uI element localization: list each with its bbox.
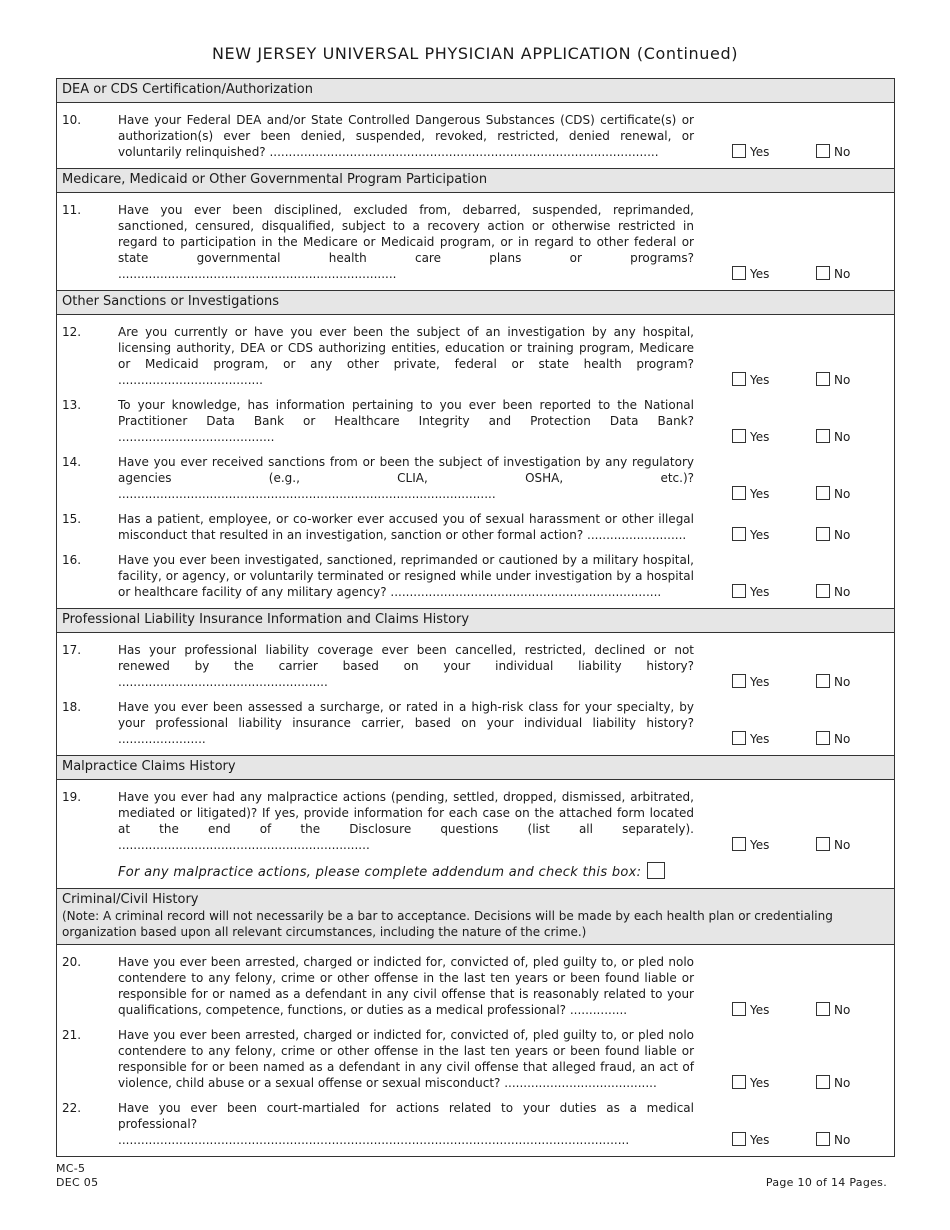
malpractice-addendum [118, 862, 894, 882]
yes-label: Yes [750, 528, 770, 542]
no-label: No [834, 838, 851, 852]
question-13 [57, 397, 894, 445]
no-option[interactable] [816, 144, 850, 160]
yes-checkbox[interactable] [732, 1075, 746, 1089]
yes-checkbox[interactable] [732, 486, 746, 500]
no-checkbox[interactable] [816, 731, 830, 745]
yes-label: Yes [750, 1076, 770, 1090]
question-text: Have you ever been assessed a surcharge, or rated in a high-risk class for your specialty, by your professional liability insurance carrier, based on your individual liability history? ....................... [118, 700, 694, 746]
question-text: Are you currently or have you ever been the subject of an investigation by any hospital, licensing authority, DEA or CDS authorizing entities, education or training program, Medicare or Medicaid program, or any other private, federal or state health program? ...................................... [118, 325, 694, 387]
yes-label: Yes [750, 675, 770, 689]
no-checkbox[interactable] [816, 584, 830, 598]
section-heading-text: Professional Liability Insurance Information and Claims History [62, 612, 470, 627]
yes-checkbox[interactable] [732, 837, 746, 851]
yes-option[interactable] [732, 372, 769, 388]
yes-option[interactable] [732, 674, 769, 690]
section-heading-malpractice [57, 756, 894, 780]
question-12 [57, 324, 894, 388]
no-label: No [834, 1076, 851, 1090]
form-id: MC-5 [56, 1162, 86, 1175]
section-heading-criminal [57, 889, 894, 945]
no-option[interactable] [816, 731, 850, 747]
yes-checkbox[interactable] [732, 731, 746, 745]
no-option[interactable] [816, 429, 850, 445]
question-15 [57, 511, 894, 543]
no-label: No [834, 585, 851, 599]
yes-option[interactable] [732, 1132, 769, 1148]
section-sanctions [57, 315, 894, 609]
form-code [56, 1162, 98, 1190]
disclosure-form [56, 78, 895, 1157]
yes-option[interactable] [732, 527, 769, 543]
yes-label: Yes [750, 373, 770, 387]
no-label: No [834, 430, 851, 444]
question-text: Have you ever been arrested, charged or indicted for, convicted of, pled guilty to, or pled nolo contendere to any felony, crime or other offense in the last ten years or been found liable or responsible for or named as a defendant in any civil offense that is reasonably related to your qualifications, competence, functions, or duties as a medical professional? ............... [118, 955, 694, 1017]
yes-checkbox[interactable] [732, 144, 746, 158]
no-checkbox[interactable] [816, 372, 830, 386]
section-heading-dea [57, 79, 894, 103]
question-text: Has a patient, employee, or co-worker ever accused you of sexual harassment or other illegal misconduct that resulted in an investigation, sanction or other formal action? .......................... [118, 512, 694, 542]
question-16 [57, 552, 894, 600]
addendum-checkbox[interactable] [647, 862, 665, 879]
question-text: Have you ever been investigated, sanctioned, reprimanded or cautioned by a military hospital, facility, or agency, or voluntarily terminated or resigned while under investigation by a hospital or healthcare facility of any military agency? ....................................................................... [118, 553, 694, 599]
no-option[interactable] [816, 837, 850, 853]
no-label: No [834, 145, 851, 159]
no-checkbox[interactable] [816, 1132, 830, 1146]
question-22 [57, 1100, 894, 1148]
no-option[interactable] [816, 674, 850, 690]
yes-option[interactable] [732, 429, 769, 445]
question-20 [57, 954, 894, 1018]
question-number: 17. [62, 643, 82, 657]
answer-options [732, 527, 894, 543]
section-heading-liability [57, 609, 894, 633]
no-label: No [834, 373, 851, 387]
question-text: Have you ever been disciplined, excluded from, debarred, suspended, reprimanded, sanctioned, censured, disqualified, subject to a recovery action or otherwise restricted in regard to participation in the Medicare or Medicaid program, or in regard to other federal or state governmental health care plans or programs? ......................................................................... [118, 203, 694, 281]
page-title: NEW JERSEY UNIVERSAL PHYSICIAN APPLICATION (Continued) [211, 44, 739, 63]
section-criminal [57, 945, 894, 1156]
answer-options [732, 674, 894, 690]
no-checkbox[interactable] [816, 144, 830, 158]
question-18 [57, 699, 894, 747]
yes-checkbox[interactable] [732, 1002, 746, 1016]
section-liability [57, 633, 894, 756]
question-text: Have you ever been arrested, charged or indicted for, convicted of, pled guilty to, or pled nolo contendere to any felony, crime or other offense in the last ten years or been found liable or responsible for or been named as a defendant in any civil offense that alleged fraud, an act of violence, child abuse or a sexual offense or sexual misconduct? ........................................ [118, 1028, 694, 1090]
yes-checkbox[interactable] [732, 372, 746, 386]
no-option[interactable] [816, 486, 850, 502]
yes-checkbox[interactable] [732, 266, 746, 280]
yes-option[interactable] [732, 837, 769, 853]
yes-option[interactable] [732, 731, 769, 747]
no-option[interactable] [816, 1132, 850, 1148]
section-heading-text: Criminal/Civil History [62, 892, 199, 907]
question-21 [57, 1027, 894, 1091]
question-text: Have you ever had any malpractice actions (pending, settled, dropped, dismissed, arbitrated, mediated or litigated)? If yes, provide information for each case on the attached form located at the end of the Disclosure questions (list all separately). .................................................................. [118, 790, 694, 852]
question-text: To your knowledge, has information pertaining to you ever been reported to the National Practitioner Data Bank or Healthcare Integrity and Protection Data Bank? ......................................... [118, 398, 694, 444]
section-malpractice [57, 780, 894, 889]
no-option[interactable] [816, 584, 850, 600]
yes-label: Yes [750, 732, 770, 746]
no-option[interactable] [816, 1002, 850, 1018]
answer-options [732, 584, 894, 600]
question-text: Has your professional liability coverage ever been cancelled, restricted, declined or not renewed by the carrier based on your individual liability history? ....................................................... [118, 643, 694, 689]
question-19 [57, 789, 894, 853]
no-label: No [834, 675, 851, 689]
section-heading-text: Other Sanctions or Investigations [62, 294, 280, 309]
yes-label: Yes [750, 1003, 770, 1017]
no-checkbox[interactable] [816, 1075, 830, 1089]
section-medicare [57, 193, 894, 291]
no-checkbox[interactable] [816, 266, 830, 280]
yes-option[interactable] [732, 1002, 769, 1018]
answer-options [732, 429, 894, 445]
answer-options [732, 486, 894, 502]
page-number: Page 10 of 14 Pages. [765, 1176, 887, 1189]
question-text: Have your Federal DEA and/or State Controlled Dangerous Substances (CDS) certificate(s) or authorization(s) ever been denied, suspended, revoked, restricted, denied renewal, or voluntarily relinquished? ...................................................................................................... [118, 113, 694, 159]
yes-label: Yes [750, 267, 770, 281]
addendum-text: For any malpractice actions, please complete addendum and check this box: [118, 865, 642, 880]
section-heading-sanctions [57, 291, 894, 315]
no-checkbox[interactable] [816, 1002, 830, 1016]
yes-checkbox[interactable] [732, 1132, 746, 1146]
no-label: No [834, 528, 851, 542]
answer-options [732, 266, 894, 282]
no-option[interactable] [816, 372, 850, 388]
question-number: 18. [62, 700, 82, 714]
no-label: No [834, 1003, 851, 1017]
no-checkbox[interactable] [816, 837, 830, 851]
question-number: 13. [62, 398, 82, 412]
yes-label: Yes [750, 585, 770, 599]
question-14 [57, 454, 894, 502]
no-label: No [834, 487, 851, 501]
no-checkbox[interactable] [816, 674, 830, 688]
form-date: DEC 05 [56, 1176, 99, 1189]
answer-options [732, 372, 894, 388]
yes-label: Yes [750, 430, 770, 444]
no-option[interactable] [816, 527, 850, 543]
no-checkbox[interactable] [816, 527, 830, 541]
section-dea [57, 103, 894, 169]
question-number: 12. [62, 325, 82, 339]
answer-options [732, 837, 894, 853]
yes-option[interactable] [732, 266, 769, 282]
section-heading-text: DEA or CDS Certification/Authorization [62, 82, 313, 97]
yes-option[interactable] [732, 144, 769, 160]
no-option[interactable] [816, 266, 850, 282]
question-17 [57, 642, 894, 690]
no-label: No [834, 732, 851, 746]
no-checkbox[interactable] [816, 486, 830, 500]
yes-label: Yes [750, 487, 770, 501]
answer-options [732, 731, 894, 747]
question-number: 21. [62, 1028, 82, 1042]
answer-options [732, 1002, 894, 1018]
section-note: (Note: A criminal record will not necessarily be a bar to acceptance. Decisions will be made by each health plan or credentialing organization based upon all relevant circumstances, including the nature of the crime.) [62, 909, 833, 939]
answer-options [732, 144, 894, 160]
no-label: No [834, 1133, 851, 1147]
yes-checkbox[interactable] [732, 674, 746, 688]
answer-options [732, 1132, 894, 1148]
question-number: 19. [62, 790, 82, 804]
question-number: 16. [62, 553, 82, 567]
section-heading-medicare [57, 169, 894, 193]
yes-label: Yes [750, 145, 770, 159]
yes-option[interactable] [732, 486, 769, 502]
yes-checkbox[interactable] [732, 527, 746, 541]
yes-option[interactable] [732, 1075, 769, 1091]
question-11 [57, 202, 894, 282]
yes-option[interactable] [732, 584, 769, 600]
yes-checkbox[interactable] [732, 429, 746, 443]
question-number: 20. [62, 955, 82, 969]
question-text: Have you ever received sanctions from or been the subject of investigation by any regulatory agencies (e.g., CLIA, OSHA, etc.)? ................................................................................................... [118, 455, 694, 501]
yes-label: Yes [750, 1133, 770, 1147]
question-10 [57, 112, 894, 160]
yes-label: Yes [750, 838, 770, 852]
question-number: 22. [62, 1101, 82, 1115]
yes-checkbox[interactable] [732, 584, 746, 598]
question-number: 15. [62, 512, 82, 526]
no-checkbox[interactable] [816, 429, 830, 443]
question-number: 14. [62, 455, 82, 469]
question-number: 11. [62, 203, 82, 217]
question-text: Have you ever been court-martialed for actions related to your duties as a medical professional? ...................................................................................................................................... [118, 1101, 694, 1147]
question-number: 10. [62, 113, 82, 127]
section-heading-text: Medicare, Medicaid or Other Governmental Program Participation [62, 172, 488, 187]
no-label: No [834, 267, 851, 281]
answer-options [732, 1075, 894, 1091]
section-heading-text: Malpractice Claims History [62, 759, 236, 774]
no-option[interactable] [816, 1075, 850, 1091]
